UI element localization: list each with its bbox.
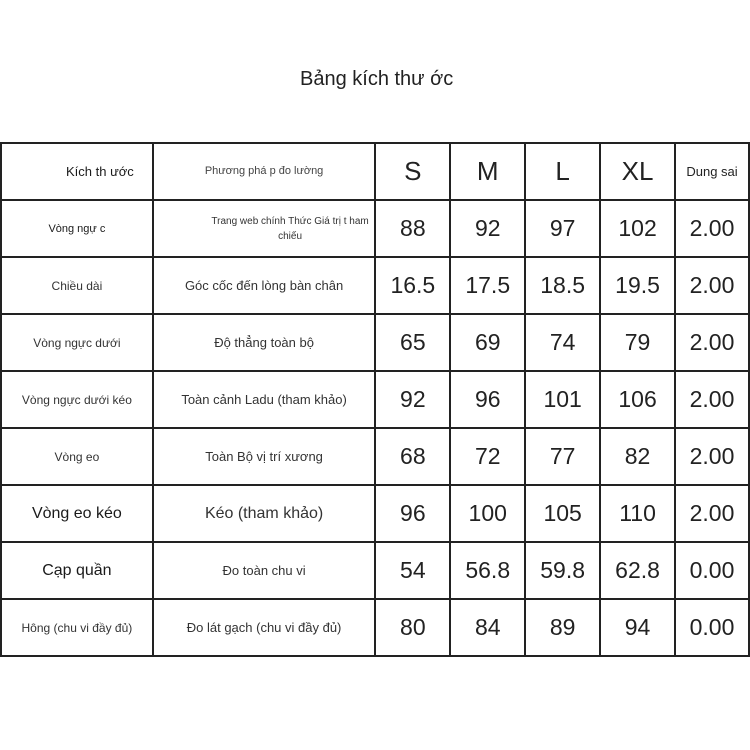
value-m: 69: [450, 314, 525, 371]
header-size-xl: XL: [600, 143, 675, 200]
table-row: [1, 200, 749, 257]
header-method: Phương phá p đo lường: [153, 143, 376, 200]
value-tolerance: 0.00: [675, 599, 749, 656]
row-method: Toàn cảnh Ladu (tham khảo): [153, 371, 376, 428]
value-tolerance: 2.00: [675, 314, 749, 371]
value-s: 80: [375, 599, 450, 656]
value-s: 88: [375, 200, 450, 257]
value-l: 101: [525, 371, 600, 428]
row-method: Kéo (tham khảo): [153, 485, 376, 542]
row-method: Đo toàn chu vi: [153, 542, 376, 599]
value-s: 65: [375, 314, 450, 371]
value-l: 18.5: [525, 257, 600, 314]
value-tolerance: 2.00: [675, 200, 749, 257]
row-method: Đo lát gạch (chu vi đầy đủ): [153, 599, 376, 656]
value-s: 96: [375, 485, 450, 542]
table-row: [1, 257, 749, 314]
header-size-l: L: [525, 143, 600, 200]
row-method: Toàn Bộ vị trí xương: [153, 428, 376, 485]
table-row: [1, 428, 749, 485]
value-l: 89: [525, 599, 600, 656]
value-s: 68: [375, 428, 450, 485]
header-item: Kích th ước: [1, 143, 153, 200]
value-l: 97: [525, 200, 600, 257]
header-size-m: M: [450, 143, 525, 200]
table-row: [1, 371, 749, 428]
row-label: Cạp quần: [1, 542, 153, 599]
header-tolerance: Dung sai: [675, 143, 749, 200]
row-method: Trang web chính Thức Giá trị t ham chiếu: [153, 200, 376, 257]
value-m: 84: [450, 599, 525, 656]
row-label: Hông (chu vi đầy đủ): [1, 599, 153, 656]
value-s: 16.5: [375, 257, 450, 314]
value-m: 92: [450, 200, 525, 257]
row-label: Chiều dài: [1, 257, 153, 314]
value-m: 96: [450, 371, 525, 428]
value-xl: 19.5: [600, 257, 675, 314]
value-xl: 62.8: [600, 542, 675, 599]
table-row: [1, 542, 749, 599]
row-label: Vòng ngự c: [1, 200, 153, 257]
row-label: Vòng ngực dưới kéo: [1, 371, 153, 428]
value-xl: 102: [600, 200, 675, 257]
row-method: Độ thẳng toàn bộ: [153, 314, 376, 371]
row-label: Vòng eo: [1, 428, 153, 485]
value-xl: 82: [600, 428, 675, 485]
value-s: 54: [375, 542, 450, 599]
value-tolerance: 2.00: [675, 371, 749, 428]
table-row: [1, 314, 749, 371]
value-tolerance: 2.00: [675, 428, 749, 485]
value-l: 74: [525, 314, 600, 371]
value-xl: 110: [600, 485, 675, 542]
value-tolerance: 0.00: [675, 542, 749, 599]
value-l: 77: [525, 428, 600, 485]
value-xl: 94: [600, 599, 675, 656]
value-s: 92: [375, 371, 450, 428]
table-row: [1, 599, 749, 656]
value-l: 59.8: [525, 542, 600, 599]
page-title: Bảng kích thư ớc: [300, 68, 454, 90]
value-l: 105: [525, 485, 600, 542]
table-row: [1, 485, 749, 542]
value-xl: 106: [600, 371, 675, 428]
value-tolerance: 2.00: [675, 257, 749, 314]
value-m: 100: [450, 485, 525, 542]
header-row: [1, 143, 749, 200]
value-m: 17.5: [450, 257, 525, 314]
size-chart-table: [0, 142, 750, 657]
value-xl: 79: [600, 314, 675, 371]
header-size-s: S: [375, 143, 450, 200]
row-label: Vòng eo kéo: [1, 485, 153, 542]
value-m: 56.8: [450, 542, 525, 599]
value-tolerance: 2.00: [675, 485, 749, 542]
value-m: 72: [450, 428, 525, 485]
row-method: Góc cốc đến lòng bàn chân: [153, 257, 376, 314]
row-label: Vòng ngực dưới: [1, 314, 153, 371]
